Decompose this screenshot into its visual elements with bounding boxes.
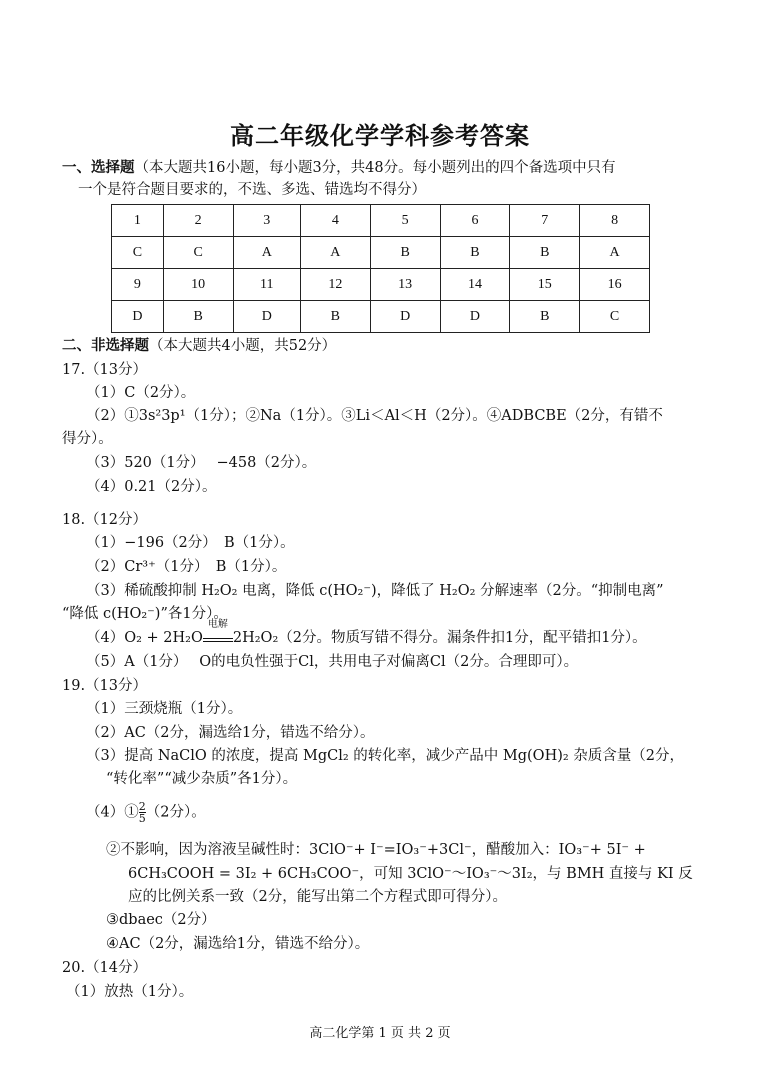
table-row [112,301,650,333]
q19-l4-prefix: （4）① [86,804,139,821]
question-number-cell: 9 [112,269,164,301]
q17-line2: （2）①3s²3p¹（1分）；②Na（1分）。③Li＜Al＜H（2分）。④ADBCBE（2分，有错不 [86,408,663,424]
q19-line4 [86,801,206,824]
question-number-cell: 11 [233,269,300,301]
page-title: 高二年级化学学科参考答案 [230,121,530,150]
page-footer: 高二化学第 1 页 共 2 页 [309,1026,451,1041]
q19-line3: （3）提高 NaClO 的浓度，提高 MgCl₂ 的转化率，减少产品中 Mg(OH)₂ 杂质含量（2分， [86,748,685,764]
section1-line2: 一个是符合题目要求的，不选、多选、错选均不得分） [78,182,426,198]
fraction-denominator: 5 [138,812,146,825]
q18-line2: （2）Cr³⁺（1分） B（1分）。 [86,559,287,575]
answer-cell: A [233,237,300,269]
q18-number: 18.（12分） [62,512,148,528]
question-number-cell: 13 [370,269,440,301]
table-row [112,237,650,269]
electrolysis-arrow [203,619,233,642]
table-row [112,269,650,301]
answer-cell: D [440,301,510,333]
q17-number: 17.（13分） [62,362,148,378]
q19-number: 19.（13分） [62,678,148,694]
question-number-cell: 1 [112,205,164,237]
question-number-cell: 16 [580,269,650,301]
q18-line1: （1）−196（2分） B（1分）。 [86,535,295,551]
fraction-numerator: 2 [138,800,146,813]
question-number-cell: 6 [440,205,510,237]
q19-line7: ④AC（2分，漏选给1分，错选不给分）。 [106,936,370,952]
q17-line4: （4）0.21（2分）。 [86,479,217,495]
question-number-cell: 4 [300,205,370,237]
answer-cell: B [510,237,580,269]
q18-eq-left: （4）O₂ + 2H₂O [86,630,203,646]
answer-cell: D [370,301,440,333]
q17-line2b: 得分）。 [62,431,113,447]
answer-cell: A [300,237,370,269]
question-number-cell: 5 [370,205,440,237]
question-number-cell: 3 [233,205,300,237]
q19-line2: （2）AC（2分，漏选给1分，错选不给分）。 [86,725,375,741]
electrolysis-label: 电解 [207,619,228,630]
answer-cell: C [580,301,650,333]
q19-line5: ②不影响，因为溶液呈碱性时：3ClO⁻+ I⁻=IO₃⁻+3Cl⁻，醋酸加入：IO₃⁻+ 5I⁻ + [106,842,646,858]
answer-cell: C [163,237,233,269]
q18-eq-right: 2H₂O₂（2分。物质写错不得分。漏条件扣1分，配平错扣1分）。 [232,630,647,646]
answer-cell: D [233,301,300,333]
q19-line5b: 6CH₃COOH = 3I₂ + 6CH₃COO⁻，可知 3ClO⁻～IO₃⁻～3I₂，与 BMH 直接与 KI 反 [128,866,693,882]
answer-cell: A [580,237,650,269]
q18-line3b: “降低 c(HO₂⁻)”各1分）。 [62,606,228,622]
question-number-cell: 15 [510,269,580,301]
q20-number: 20.（14分） [62,960,148,976]
q19-l4-suffix: （2分）。 [145,804,206,821]
q18-line4 [86,619,647,648]
answer-cell: B [440,237,510,269]
answer-cell: C [112,237,164,269]
section2-header: 二、非选择题（本大题共4小题，共52分） [62,337,337,354]
q17-line1: （1）C（2分）。 [86,385,196,401]
section1-intro: 一、选择题（本大题共16小题，每小题3分，共48分。每小题列出的四个备选项中只有 [62,159,616,176]
q17-line3: （3）520（1分） −458（2分）。 [86,455,317,471]
q19-line1: （1）三颈烧瓶（1分）。 [86,701,243,717]
answer-cell: B [163,301,233,333]
q19-line6: ③dbaec（2分） [106,912,216,928]
q18-line5: （5）A（1分） O的电负性强于Cl，共用电子对偏离Cl（2分。合理即可）。 [86,654,579,670]
question-number-cell: 7 [510,205,580,237]
question-number-cell: 2 [163,205,233,237]
q20-line1: （1）放热（1分）。 [66,984,194,1000]
answer-cell: B [300,301,370,333]
question-number-cell: 14 [440,269,510,301]
section2-text: （本大题共4小题，共52分） [149,338,337,354]
question-number-cell: 10 [163,269,233,301]
answer-cell: B [370,237,440,269]
answer-table [111,204,650,333]
fraction [139,801,146,824]
q18-line3: （3）稀硫酸抑制 H₂O₂ 电离，降低 c(HO₂⁻)，降低了 H₂O₂ 分解速率（2分。“抑制电离” [86,583,664,599]
table-row [112,205,650,237]
question-number-cell: 12 [300,269,370,301]
section1-text: （本大题共16小题，每小题3分，共48分。每小题列出的四个备选项中只有 [134,160,616,176]
question-number-cell: 8 [580,205,650,237]
q19-line3b: “转化率”“减少杂质”各1分）。 [106,771,298,787]
q19-line5c: 应的比例关系一致（2分，能写出第二个方程式即可得分）。 [128,889,507,905]
answer-cell: B [510,301,580,333]
answer-cell: D [112,301,164,333]
